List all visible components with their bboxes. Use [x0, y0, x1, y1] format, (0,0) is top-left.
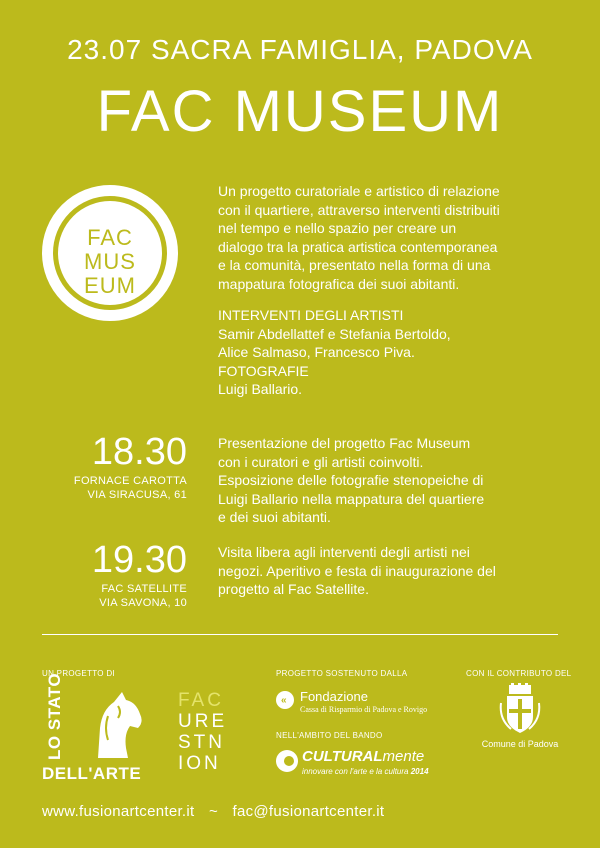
event-date-place: 23.07 SACRA FAMIGLIA, PADOVA [67, 34, 533, 65]
credits-line: INTERVENTI DEGLI ARTISTI [218, 307, 404, 323]
event-time: 19.30 [91, 539, 187, 581]
event-time-block [60, 540, 187, 610]
website-link[interactable]: www.fusionartcenter.it [42, 803, 195, 820]
event-line: Luigi Ballario nella mappatura del quartiere [218, 490, 485, 507]
event-address: VIA SIRACUSA, 61 [87, 489, 187, 501]
event-description [218, 543, 558, 599]
description-line: con il quartiere, attraverso interventi distribuiti [218, 201, 500, 218]
event-line: Esposizione delle fotografie stenopeiche di [218, 472, 484, 488]
event-line: e dei suoi abitanti. [218, 509, 331, 525]
description-line: dialogo tra la pratica artistica contemporanea [218, 238, 498, 255]
comune-label: Comune di Padova [481, 739, 559, 749]
project-by-label: UN PROGETTO DI [42, 669, 115, 678]
description-line: mappatura fotografica dei suoi abitanti. [218, 275, 460, 292]
lo-stato-label: LO STATO [45, 672, 64, 760]
fondazione-subtitle: Cassa di Risparmio di Padova e Rovigo [300, 705, 428, 714]
padova-coat-of-arms-icon [497, 683, 543, 735]
credits-line: Alice Salmaso, Francesco Piva. [218, 344, 415, 360]
facure-line: ION [178, 753, 221, 774]
event-address: VIA SAVONA, 10 [99, 597, 187, 609]
event-venue: FAC SATELLITE [101, 583, 187, 595]
fac-museum-logo-text [58, 226, 162, 298]
culturalmente-year: 2014 [410, 767, 429, 776]
description-line: e la comunità, presentato nella forma di una [218, 257, 491, 273]
event-time-block [60, 432, 187, 502]
horse-head-logo-icon [78, 688, 148, 760]
fondazione-name: Fondazione [300, 689, 368, 704]
bando-label: NELL'AMBITO DEL BANDO [276, 731, 383, 740]
description-line: Un progetto curatoriale e artistico di relazione [218, 183, 500, 199]
event-line: progetto al Fac Satellite. [218, 581, 369, 597]
contribution-label: CON IL CONTRIBUTO DEL [466, 669, 572, 678]
project-description [218, 182, 558, 293]
lo-stato-vertical-text [42, 672, 68, 760]
credits-line: Samir Abdellattef e Stefania Bertoldo, [218, 325, 451, 342]
culturalmente-logo [302, 748, 424, 765]
fondazione-logo-icon: « [276, 691, 294, 709]
facurestnion-logo [178, 690, 227, 774]
event-line: negozi. Aperitivo e festa di inaugurazione del [218, 562, 496, 579]
section-divider [42, 634, 558, 635]
dell-arte-label: DELL'ARTE [42, 764, 142, 783]
culturalmente-sub: innovare con l'arte e la cultura [302, 767, 409, 776]
logo-line-1: FAC [87, 225, 133, 250]
logo-line-3: EUM [84, 273, 136, 298]
event-title: FAC MUSEUM [96, 79, 504, 144]
event-line: Presentazione del progetto Fac Museum [218, 435, 471, 451]
culturalmente-part-b: mente [382, 748, 425, 765]
culturalmente-part-a: CULTURAL [302, 748, 383, 765]
facure-line: FAC [178, 690, 224, 711]
credits [218, 306, 558, 399]
credits-line: Luigi Ballario. [218, 381, 303, 397]
event-venue: FORNACE CAROTTA [73, 475, 187, 487]
culturalmente-swirl-icon [276, 750, 298, 772]
event-description [218, 434, 558, 527]
logo-line-2: MUS [84, 249, 136, 274]
footer-contacts [42, 803, 384, 820]
supported-by-label: PROGETTO SOSTENUTO DALLA [276, 669, 408, 678]
footer-separator: ~ [208, 803, 219, 820]
event-line: con i curatori e gli artisti coinvolti. [218, 453, 424, 470]
facure-line: STN [178, 732, 225, 753]
credits-line: FOTOGRAFIE [218, 362, 309, 379]
facure-line: URE [178, 711, 228, 732]
email-link[interactable]: fac@fusionartcenter.it [232, 803, 385, 820]
culturalmente-tagline [302, 767, 429, 776]
description-line: nel tempo e nello spazio per creare un [218, 220, 457, 236]
event-time: 18.30 [91, 431, 187, 473]
event-line: Visita libera agli interventi degli artisti nei [218, 544, 470, 560]
